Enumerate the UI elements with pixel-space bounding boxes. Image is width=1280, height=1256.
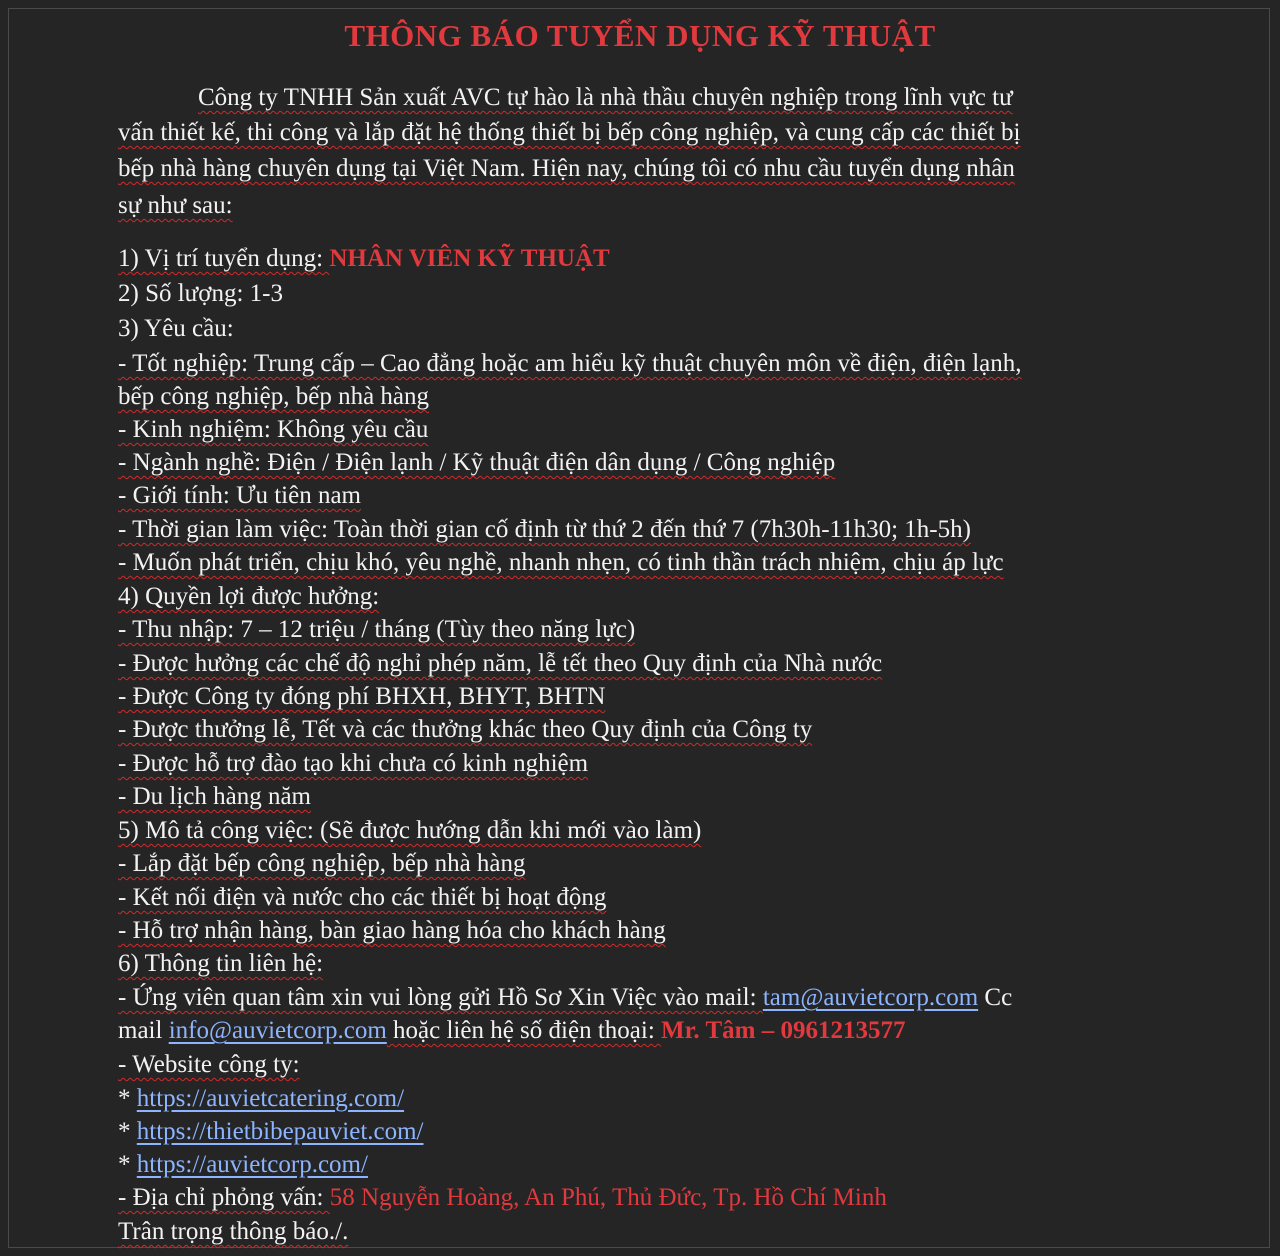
website-item-3: [118, 1149, 368, 1181]
position-line: [118, 243, 610, 275]
contact-heading: 6) Thông tin liên hệ:: [118, 950, 324, 977]
requirement-field: - Ngành nghề: Điện / Điện lạnh / Kỹ thuật điện dân dụng / Công nghiệp: [118, 449, 836, 476]
benefit-training: - Được hỗ trợ đào tạo khi chưa có kinh nghiệm: [118, 750, 589, 777]
position-label: 1) Vị trí tuyển dụng:: [118, 245, 330, 272]
requirement-education-1: - Tốt nghiệp: Trung cấp – Cao đẳng hoặc am hiểu kỹ thuật chuyên môn về điện, điện lạnh,: [118, 350, 1022, 377]
website-heading: - Website công ty:: [118, 1051, 300, 1078]
interview-address: 58 Nguyễn Hoàng, An Phú, Thủ Đức, Tp. Hồ Chí Minh: [329, 1184, 887, 1211]
duty-support: - Hỗ trợ nhận hàng, bàn giao hàng hóa cho khách hàng: [118, 917, 666, 944]
page-title: THÔNG BÁO TUYỂN DỤNG KỸ THUẬT: [344, 18, 936, 53]
requirement-attitude: - Muốn phát triển, chịu khó, yêu nghề, nhanh nhẹn, có tinh thần trách nhiệm, chịu áp lực: [118, 549, 1004, 576]
benefit-bonus: - Được thưởng lễ, Tết và các thưởng khác theo Quy định của Công ty: [118, 716, 813, 743]
bullet-star: *: [118, 1085, 131, 1112]
intro-line-3: bếp nhà hàng chuyên dụng tại Việt Nam. Hiện nay, chúng tôi có nhu cầu tuyển dụng nhân: [118, 155, 1015, 182]
website-item-1: [118, 1083, 404, 1115]
email-link-info[interactable]: info@auvietcorp.com: [168, 1017, 387, 1044]
contact-phone: Mr. Tâm – 0961213577: [661, 1017, 906, 1044]
website-item-2: [118, 1116, 424, 1148]
website-link-auvietcorp[interactable]: https://auvietcorp.com/: [136, 1151, 368, 1178]
benefit-travel: - Du lịch hàng năm: [118, 783, 312, 810]
intro-line-2: vấn thiết kế, thi công và lắp đặt hệ thống thiết bị bếp công nghiệp, và cung cấp các thiết bị: [118, 119, 1021, 146]
contact-line-2: mail info@auvietcorp.com hoặc liên hệ số điện thoại: Mr. Tâm – 0961213577: [118, 1017, 906, 1044]
benefit-leave: - Được hưởng các chế độ nghỉ phép năm, lễ tết theo Quy định của Nhà nước: [118, 650, 883, 677]
bullet-star: *: [118, 1151, 131, 1178]
benefits-heading: 4) Quyền lợi được hưởng:: [118, 583, 380, 610]
interview-address-line: - Địa chỉ phỏng vấn: 58 Nguyễn Hoàng, An Phú, Thủ Đức, Tp. Hồ Chí Minh: [118, 1184, 887, 1211]
benefit-income: - Thu nhập: 7 – 12 triệu / tháng (Tùy theo năng lực): [118, 616, 636, 643]
quantity-line: 2) Số lượng: 1-3: [118, 280, 283, 307]
contact-line-1: - Ứng viên quan tâm xin vui lòng gửi Hồ Sơ Xin Việc vào mail: tam@auvietcorp.com Cc: [118, 984, 1013, 1011]
duty-connect: - Kết nối điện và nước cho các thiết bị hoạt động: [118, 884, 607, 911]
intro-line-4: sự như sau:: [118, 192, 233, 219]
website-link-auvietcatering[interactable]: https://auvietcatering.com/: [136, 1085, 405, 1112]
requirement-experience: - Kinh nghiệm: Không yêu cầu: [118, 416, 429, 443]
intro-line-1: Công ty TNHH Sản xuất AVC tự hào là nhà thầu chuyên nghiệp trong lĩnh vực tư: [198, 84, 1013, 111]
job-description-heading: 5) Mô tả công việc: (Sẽ được hướng dẫn khi mới vào làm): [118, 817, 702, 844]
bullet-star: *: [118, 1118, 131, 1145]
email-link-tam[interactable]: tam@auvietcorp.com: [762, 984, 979, 1011]
requirement-gender: - Giới tính: Ưu tiên nam: [118, 482, 362, 509]
requirements-heading: 3) Yêu cầu:: [118, 315, 234, 342]
requirement-education-2: bếp công nghiệp, bếp nhà hàng: [118, 383, 430, 410]
benefit-insurance: - Được Công ty đóng phí BHXH, BHYT, BHTN: [118, 683, 606, 710]
requirement-hours: - Thời gian làm việc: Toàn thời gian cố định từ thứ 2 đến thứ 7 (7h30h-11h30; 1h-5h): [118, 516, 971, 543]
position-value: NHÂN VIÊN KỸ THUẬT: [329, 245, 610, 272]
duty-install: - Lắp đặt bếp công nghiệp, bếp nhà hàng: [118, 850, 526, 877]
website-link-thietbibepauviet[interactable]: https://thietbibepauviet.com/: [136, 1118, 424, 1145]
closing-line: Trân trọng thông báo./.: [118, 1218, 349, 1245]
